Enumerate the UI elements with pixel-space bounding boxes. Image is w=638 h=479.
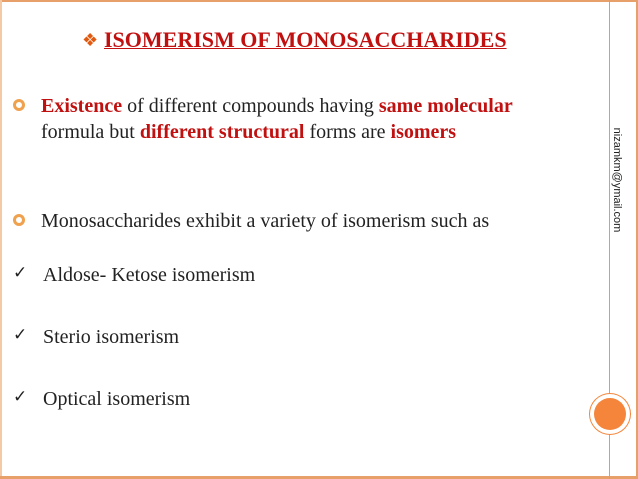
- slide-title-row: [82, 25, 507, 55]
- body-text: forms are: [304, 121, 391, 143]
- check-item-label: Sterio isomerism: [43, 326, 180, 348]
- bullet-item-variety: [13, 208, 489, 234]
- bullet-item-definition: [13, 93, 573, 145]
- check-item-aldose-ketose: [13, 262, 255, 288]
- body-text: of different compounds having: [122, 95, 379, 117]
- diamond-bullet-icon: ❖: [82, 29, 99, 50]
- emphasis-text: Existence: [41, 95, 123, 117]
- circle-bullet-icon: [13, 99, 25, 111]
- check-item-optical: [13, 386, 190, 412]
- body-text: formula but: [41, 121, 140, 143]
- check-item-label: Aldose- Ketose isomerism: [43, 264, 256, 286]
- definition-text: [41, 93, 573, 145]
- emphasis-text: same molecular: [378, 95, 513, 117]
- decorative-orange-dot: [594, 398, 626, 430]
- slide-frame-left: [0, 0, 2, 479]
- slide-frame-top: [0, 0, 638, 2]
- circle-bullet-icon: [13, 214, 25, 226]
- emphasis-text: different structural: [139, 121, 305, 143]
- slide-title: ISOMERISM OF MONOSACCHARIDES: [104, 27, 507, 52]
- check-icon: ✓: [13, 263, 28, 283]
- check-icon: ✓: [13, 325, 28, 345]
- variety-text: Monosaccharides exhibit a variety of isomerism such as: [41, 210, 490, 232]
- check-item-sterio: [13, 324, 179, 350]
- emphasis-text: isomers: [390, 121, 457, 143]
- check-icon: ✓: [13, 387, 28, 407]
- check-item-label: Optical isomerism: [43, 388, 191, 410]
- watermark-email: nizamkm@ymail.com: [611, 127, 623, 233]
